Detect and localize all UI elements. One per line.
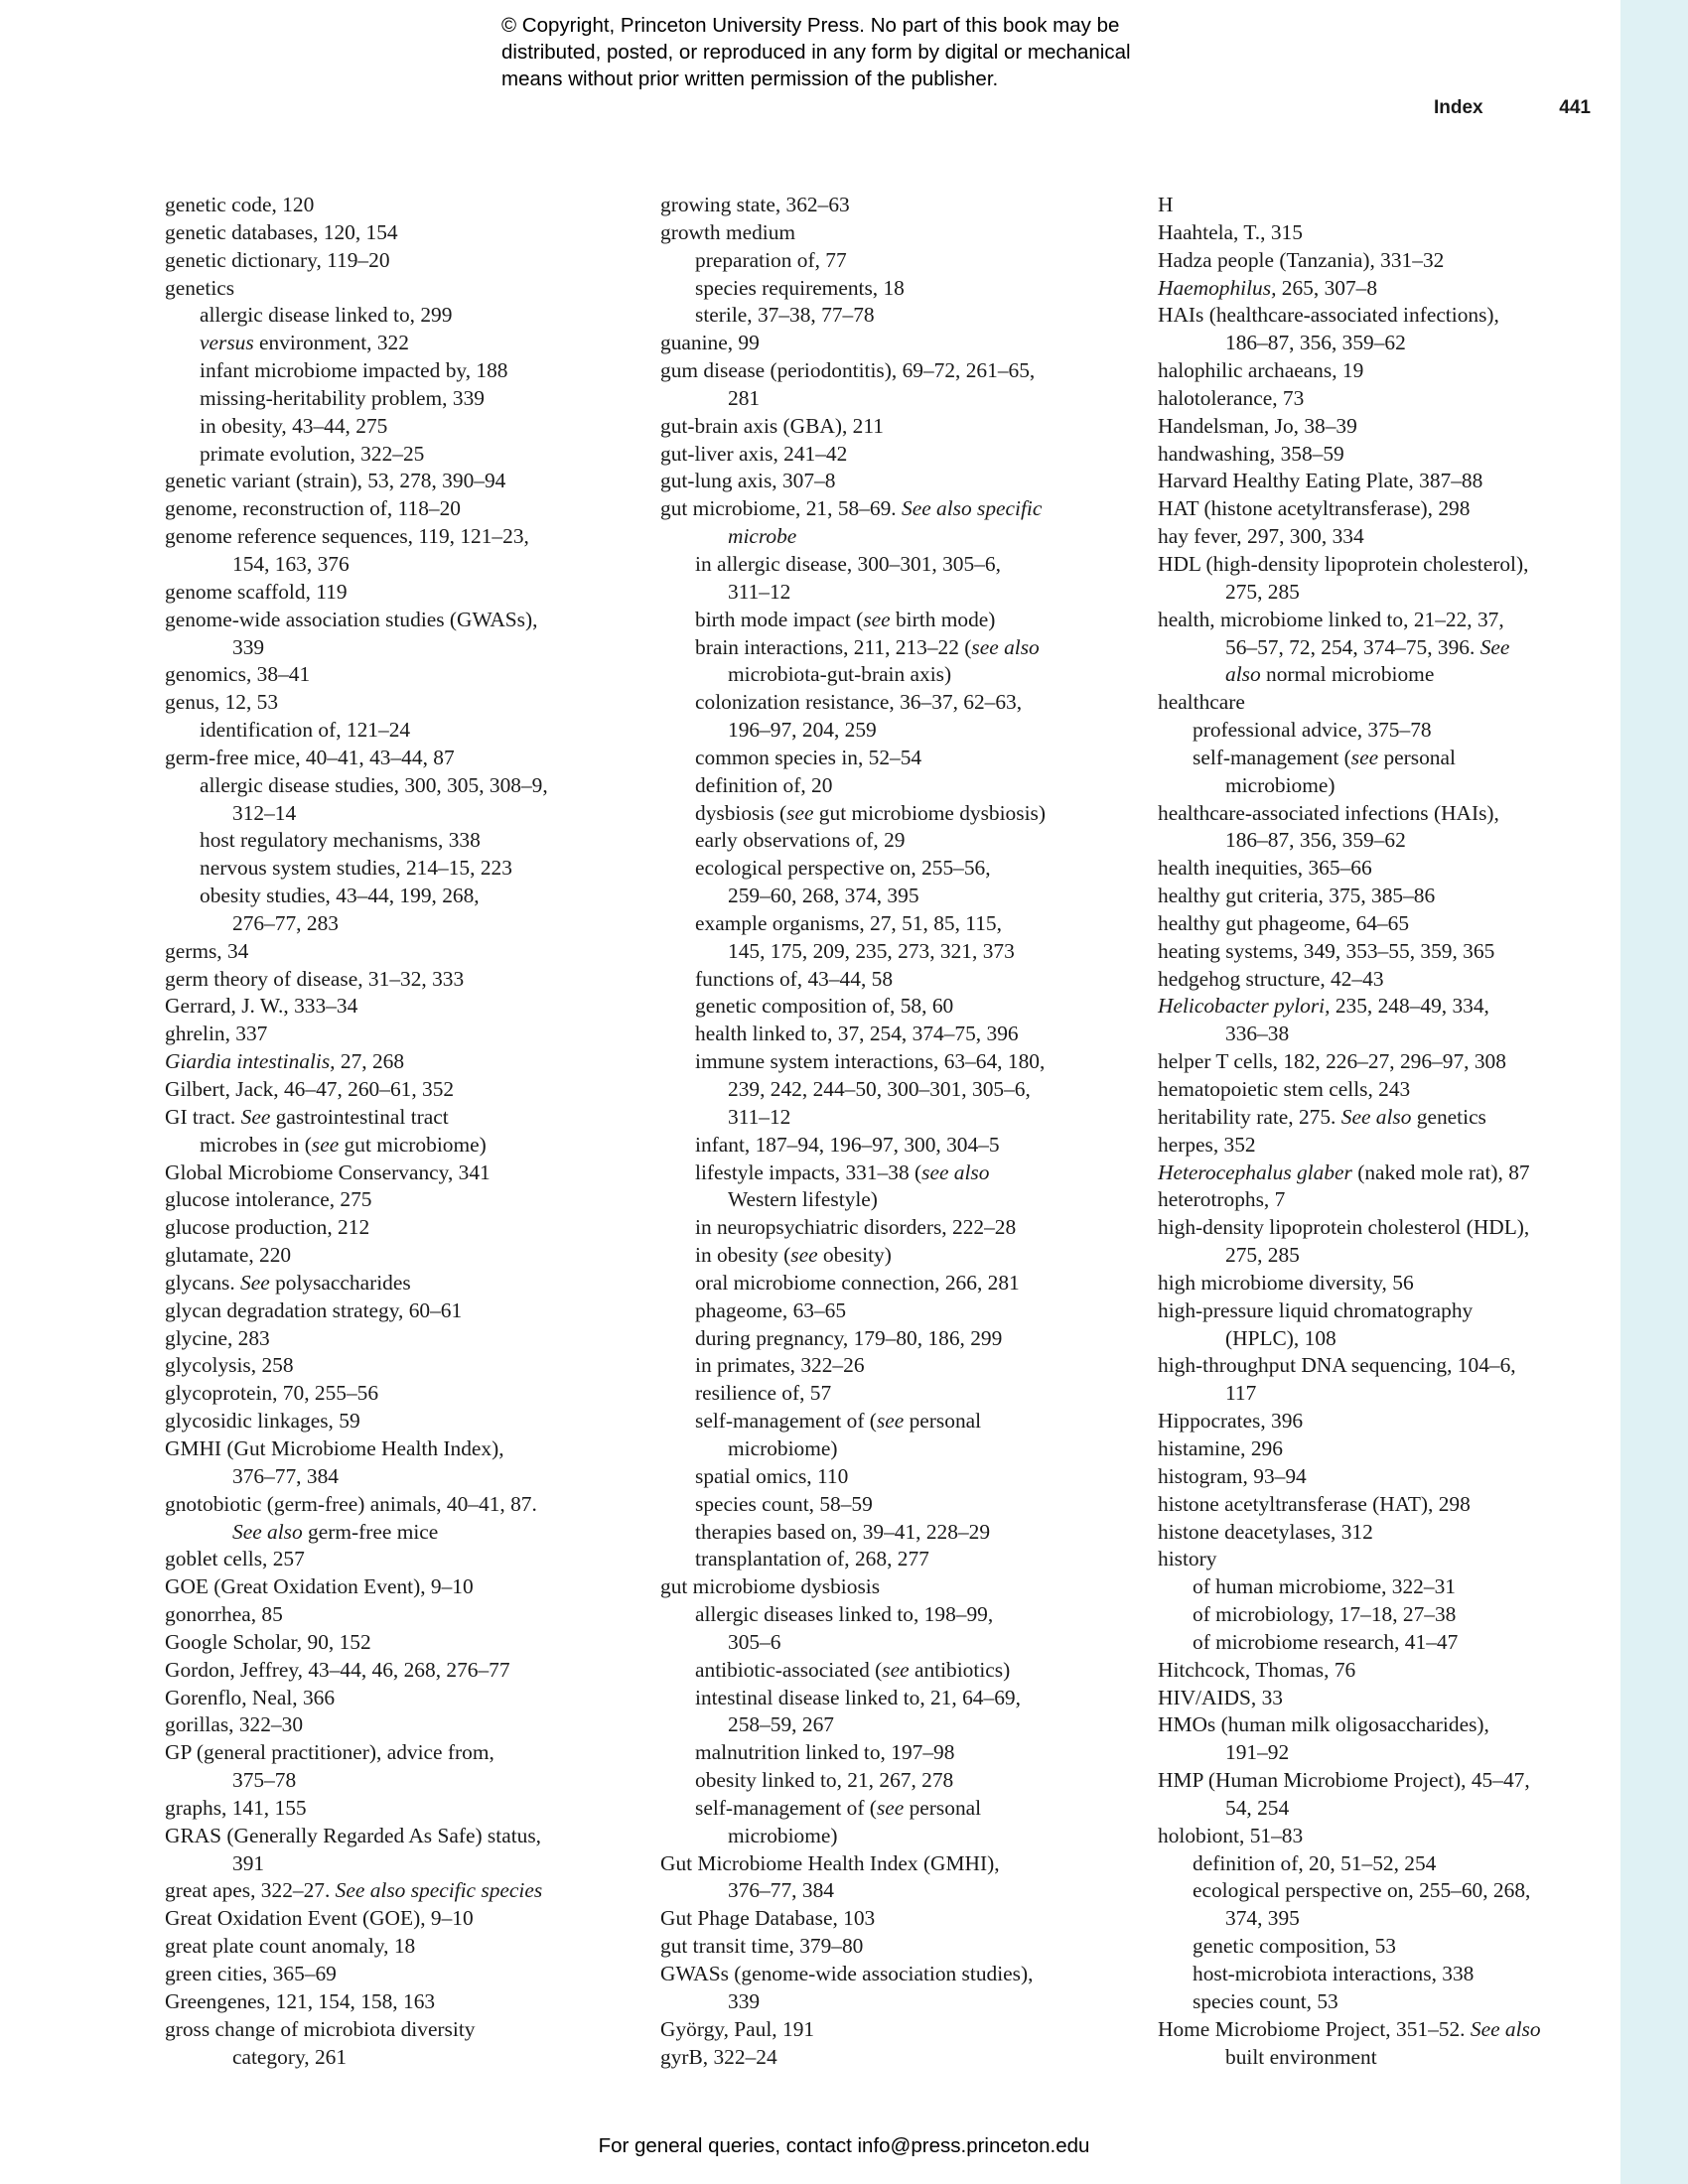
section-title: Index xyxy=(1434,97,1483,118)
index-subentry: in obesity, 43–44, 275 xyxy=(200,413,388,438)
index-continuation: microbiota-gut-brain axis) xyxy=(728,662,952,687)
index-continuation: microbiome) xyxy=(728,1435,838,1460)
index-continuation: 376–77, 384 xyxy=(728,1878,834,1903)
index-continuation: 311–12 xyxy=(728,579,791,604)
index-entry: GOE (Great Oxidation Event), 9–10 xyxy=(165,1574,474,1599)
index-entry: germ theory of disease, 31–32, 333 xyxy=(165,966,465,991)
index-entry: genome-wide association studies (GWASs), xyxy=(165,607,538,631)
index-entry: Giardia intestinalis, 27, 268 xyxy=(165,1049,405,1074)
index-continuation: category, 261 xyxy=(232,2044,348,2069)
index-continuation: 258–59, 267 xyxy=(728,1712,834,1737)
index-entry: handwashing, 358–59 xyxy=(1158,441,1344,466)
index-entry: gut transit time, 379–80 xyxy=(660,1934,864,1959)
index-subentry: in allergic disease, 300–301, 305–6, xyxy=(695,551,1001,576)
index-entry: Hadza people (Tanzania), 331–32 xyxy=(1158,247,1445,272)
index-entry: gut-brain axis (GBA), 211 xyxy=(660,413,884,438)
index-subentry: example organisms, 27, 51, 85, 115, xyxy=(695,910,1002,935)
index-subentry: sterile, 37–38, 77–78 xyxy=(695,303,875,328)
index-subentry: infant, 187–94, 196–97, 300, 304–5 xyxy=(695,1132,1000,1157)
index-entry: Helicobacter pylori, 235, 248–49, 334, xyxy=(1158,994,1489,1019)
index-entry: gorillas, 322–30 xyxy=(165,1712,304,1737)
index-entry: gross change of microbiota diversity xyxy=(165,2016,476,2041)
index-continuation: 275, 285 xyxy=(1225,1243,1300,1268)
index-subentry: ecological perspective on, 255–56, xyxy=(695,856,991,881)
side-margin-strip xyxy=(1620,0,1688,2184)
index-entry: heterotrophs, 7 xyxy=(1158,1187,1286,1212)
index-entry: high microbiome diversity, 56 xyxy=(1158,1270,1414,1295)
index-continuation: 311–12 xyxy=(728,1104,791,1129)
index-entry: Home Microbiome Project, 351–52. See also xyxy=(1158,2016,1541,2041)
index-entry: hay fever, 297, 300, 334 xyxy=(1158,524,1364,549)
index-continuation: 54, 254 xyxy=(1225,1795,1290,1820)
index-subentry: identification of, 121–24 xyxy=(200,718,411,743)
index-subentry: colonization resistance, 36–37, 62–63, xyxy=(695,690,1023,715)
index-entry: gnotobiotic (germ-free) animals, 40–41, 87. xyxy=(165,1491,537,1516)
index-continuation: 375–78 xyxy=(232,1768,297,1793)
index-subentry: genetic composition, 53 xyxy=(1193,1934,1396,1959)
index-entry: history xyxy=(1158,1547,1217,1571)
index-continuation: 186–87, 356, 359–62 xyxy=(1225,331,1406,355)
index-entry: glycolysis, 258 xyxy=(165,1353,294,1378)
index-entry: HMOs (human milk oligosaccharides), xyxy=(1158,1712,1489,1737)
index-entry: histone deacetylases, 312 xyxy=(1158,1519,1373,1544)
index-entry: Harvard Healthy Eating Plate, 387–88 xyxy=(1158,469,1483,493)
index-subentry: lifestyle impacts, 331–38 (see also xyxy=(695,1160,990,1184)
index-subentry: self-management of (see personal xyxy=(695,1795,982,1820)
index-entry: guanine, 99 xyxy=(660,331,760,355)
index-subentry: obesity linked to, 21, 267, 278 xyxy=(695,1768,954,1793)
index-subentry: species requirements, 18 xyxy=(695,275,905,300)
index-continuation: 259–60, 268, 374, 395 xyxy=(728,884,919,908)
index-entry: growing state, 362–63 xyxy=(660,193,850,216)
index-continuation: 339 xyxy=(728,1988,761,2013)
index-subentry: early observations of, 29 xyxy=(695,828,906,853)
index-entry: Handelsman, Jo, 38–39 xyxy=(1158,413,1357,438)
index-subentry: malnutrition linked to, 197–98 xyxy=(695,1740,955,1765)
index-subentry: functions of, 43–44, 58 xyxy=(695,966,894,991)
index-entry: GWASs (genome-wide association studies), xyxy=(660,1962,1034,1985)
index-continuation: 196–97, 204, 259 xyxy=(728,718,877,743)
index-subentry: allergic disease studies, 300, 305, 308–9, xyxy=(200,772,548,797)
index-entry: genome, reconstruction of, 118–20 xyxy=(165,496,462,521)
index-entry: GRAS (Generally Regarded As Safe) status, xyxy=(165,1823,542,1847)
index-subentry: during pregnancy, 179–80, 186, 299 xyxy=(695,1325,1003,1350)
index-continuation: 191–92 xyxy=(1225,1740,1290,1765)
index-entry: great apes, 322–27. See also specific species xyxy=(165,1878,543,1903)
index-continuation: 305–6 xyxy=(728,1629,781,1654)
index-continuation: built environment xyxy=(1225,2044,1377,2069)
index-entry: ghrelin, 337 xyxy=(165,1022,268,1046)
index-entry: germ-free mice, 40–41, 43–44, 87 xyxy=(165,745,455,769)
index-entry: HMP (Human Microbiome Project), 45–47, xyxy=(1158,1768,1530,1793)
index-subentry: primate evolution, 322–25 xyxy=(200,441,425,466)
index-continuation: 186–87, 356, 359–62 xyxy=(1225,828,1406,853)
index-entry: Greengenes, 121, 154, 158, 163 xyxy=(165,1988,436,2013)
index-entry: growth medium xyxy=(660,219,796,244)
index-continuation: 312–14 xyxy=(232,800,297,825)
index-entry: heritability rate, 275. See also genetics xyxy=(1158,1104,1486,1129)
index-entry: graphs, 141, 155 xyxy=(165,1795,307,1820)
index-subentry: oral microbiome connection, 266, 281 xyxy=(695,1270,1020,1295)
index-entry: genus, 12, 53 xyxy=(165,690,279,715)
index-column-1 xyxy=(165,192,641,2071)
index-entry: helper T cells, 182, 226–27, 296–97, 308 xyxy=(1158,1049,1506,1074)
index-continuation: Western lifestyle) xyxy=(728,1187,878,1212)
index-entry: goblet cells, 257 xyxy=(165,1547,305,1571)
index-entry: genetic code, 120 xyxy=(165,193,315,216)
index-subentry: dysbiosis (see gut microbiome dysbiosis) xyxy=(695,800,1046,825)
index-entry: healthcare xyxy=(1158,690,1245,715)
index-entry: genetics xyxy=(165,275,235,300)
index-subentry: of microbiome research, 41–47 xyxy=(1193,1629,1459,1654)
index-entry: H xyxy=(1158,193,1174,216)
copyright-notice xyxy=(501,12,1256,92)
index-entry: genetic variant (strain), 53, 278, 390–94 xyxy=(165,469,506,493)
index-entry: glucose intolerance, 275 xyxy=(165,1187,372,1212)
index-entry: GP (general practitioner), advice from, xyxy=(165,1740,494,1765)
index-entry: green cities, 365–69 xyxy=(165,1962,337,1985)
index-continuation: See also germ-free mice xyxy=(232,1519,439,1544)
index-entry: healthcare-associated infections (HAIs), xyxy=(1158,800,1499,825)
index-entry: herpes, 352 xyxy=(1158,1132,1256,1157)
index-subentry: versus environment, 322 xyxy=(200,331,409,355)
index-subentry: self-management (see personal xyxy=(1193,745,1456,769)
index-entry: Gut Phage Database, 103 xyxy=(660,1906,876,1931)
index-subentry: self-management of (see personal xyxy=(695,1409,982,1433)
index-continuation: 56–57, 72, 254, 374–75, 396. See xyxy=(1225,634,1510,659)
index-entry: gut-lung axis, 307–8 xyxy=(660,469,836,493)
index-subentry: of microbiology, 17–18, 27–38 xyxy=(1193,1602,1457,1627)
index-entry: hedgehog structure, 42–43 xyxy=(1158,966,1384,991)
index-entry: health inequities, 365–66 xyxy=(1158,856,1372,881)
index-subentry: professional advice, 375–78 xyxy=(1193,718,1432,743)
index-entry: holobiont, 51–83 xyxy=(1158,1823,1304,1847)
index-entry: glycan degradation strategy, 60–61 xyxy=(165,1297,463,1322)
index-entry: gut-liver axis, 241–42 xyxy=(660,441,848,466)
index-entry: Heterocephalus glaber (naked mole rat), 87 xyxy=(1158,1160,1530,1184)
index-entry: glutamate, 220 xyxy=(165,1243,292,1268)
index-subentry: birth mode impact (see birth mode) xyxy=(695,607,996,631)
index-entry: HIV/AIDS, 33 xyxy=(1158,1685,1283,1709)
index-continuation: also normal microbiome xyxy=(1225,662,1435,687)
index-entry: glucose production, 212 xyxy=(165,1215,370,1240)
index-entry: GMHI (Gut Microbiome Health Index), xyxy=(165,1435,504,1460)
index-continuation: microbiome) xyxy=(1225,772,1336,797)
index-entry: glycine, 283 xyxy=(165,1325,270,1350)
index-subentry: of human microbiome, 322–31 xyxy=(1193,1574,1456,1599)
index-entry: histamine, 296 xyxy=(1158,1435,1283,1460)
index-entry: gyrB, 322–24 xyxy=(660,2044,777,2069)
index-subentry: health linked to, 37, 254, 374–75, 396 xyxy=(695,1022,1019,1046)
index-entry: GI tract. See gastrointestinal tract xyxy=(165,1104,449,1129)
index-continuation: 339 xyxy=(232,634,265,659)
index-continuation: 336–38 xyxy=(1225,1022,1290,1046)
index-entry: Gorenflo, Neal, 366 xyxy=(165,1685,336,1709)
index-entry: György, Paul, 191 xyxy=(660,2016,815,2041)
index-continuation: 145, 175, 209, 235, 273, 321, 373 xyxy=(728,938,1015,963)
index-continuation: 154, 163, 376 xyxy=(232,551,350,576)
index-continuation: 376–77, 384 xyxy=(232,1463,339,1488)
index-subentry: in primates, 322–26 xyxy=(695,1353,865,1378)
index-subentry: transplantation of, 268, 277 xyxy=(695,1547,929,1571)
index-subentry: resilience of, 57 xyxy=(695,1381,832,1406)
index-entry: histogram, 93–94 xyxy=(1158,1463,1307,1488)
index-entry: HAIs (healthcare-associated infections), xyxy=(1158,303,1499,328)
index-continuation: (HPLC), 108 xyxy=(1225,1325,1336,1350)
index-entry: Global Microbiome Conservancy, 341 xyxy=(165,1160,491,1184)
index-subentry: intestinal disease linked to, 21, 64–69, xyxy=(695,1685,1021,1709)
index-subentry: preparation of, 77 xyxy=(695,247,847,272)
index-continuation: microbiome) xyxy=(728,1823,838,1847)
copyright-line: © Copyright, Princeton University Press. No part of this book may be xyxy=(501,14,1120,37)
index-subentry: in neuropsychiatric disorders, 222–28 xyxy=(695,1215,1017,1240)
index-continuation: microbe xyxy=(728,524,797,549)
index-subentry: ecological perspective on, 255–60, 268, xyxy=(1193,1878,1531,1903)
index-subentry: obesity studies, 43–44, 199, 268, xyxy=(200,884,480,908)
index-subentry: species count, 53 xyxy=(1193,1988,1338,2013)
index-entry: genome scaffold, 119 xyxy=(165,579,348,604)
index-entry: glycosidic linkages, 59 xyxy=(165,1409,360,1433)
index-entry: gonorrhea, 85 xyxy=(165,1602,283,1627)
index-subentry: infant microbiome impacted by, 188 xyxy=(200,358,508,383)
index-subentry: definition of, 20 xyxy=(695,772,833,797)
index-entry: HDL (high-density lipoprotein cholesterol), xyxy=(1158,551,1529,576)
copyright-line: distributed, posted, or reproduced in any form by digital or mechanical xyxy=(501,41,1131,64)
index-entry: gum disease (periodontitis), 69–72, 261–65, xyxy=(660,358,1036,383)
index-continuation: 239, 242, 244–50, 300–301, 305–6, xyxy=(728,1077,1031,1101)
index-entry: Gut Microbiome Health Index (GMHI), xyxy=(660,1850,1000,1875)
index-continuation: 281 xyxy=(728,385,761,410)
index-entry: genome reference sequences, 119, 121–23, xyxy=(165,524,529,549)
index-entry: Gordon, Jeffrey, 43–44, 46, 268, 276–77 xyxy=(165,1657,510,1682)
index-subentry: species count, 58–59 xyxy=(695,1491,873,1516)
index-subentry: common species in, 52–54 xyxy=(695,745,922,769)
index-continuation: 276–77, 283 xyxy=(232,910,339,935)
index-entry: genetic databases, 120, 154 xyxy=(165,219,398,244)
index-entry: high-throughput DNA sequencing, 104–6, xyxy=(1158,1353,1516,1378)
index-entry: Great Oxidation Event (GOE), 9–10 xyxy=(165,1906,474,1931)
index-column-3 xyxy=(1158,192,1603,2071)
index-continuation: 391 xyxy=(232,1850,265,1875)
index-entry: Google Scholar, 90, 152 xyxy=(165,1629,371,1654)
index-continuation: 374, 395 xyxy=(1225,1906,1300,1931)
index-entry: gut microbiome, 21, 58–69. See also specific xyxy=(660,496,1043,521)
index-subentry: allergic disease linked to, 299 xyxy=(200,303,453,328)
index-entry: germs, 34 xyxy=(165,938,249,963)
index-subentry: phageome, 63–65 xyxy=(695,1297,847,1322)
copyright-line: means without prior written permission of the publisher. xyxy=(501,68,999,90)
index-subentry: in obesity (see obesity) xyxy=(695,1243,892,1268)
index-entry: Haemophilus, 265, 307–8 xyxy=(1158,275,1378,300)
index-subentry: definition of, 20, 51–52, 254 xyxy=(1193,1850,1437,1875)
index-entry: glycoprotein, 70, 255–56 xyxy=(165,1381,379,1406)
footer-contact: For general queries, contact info@press.princeton.edu xyxy=(598,2134,1090,2157)
index-subentry: brain interactions, 211, 213–22 (see also xyxy=(695,634,1040,659)
index-subentry: nervous system studies, 214–15, 223 xyxy=(200,856,512,881)
index-subentry: host-microbiota interactions, 338 xyxy=(1193,1962,1475,1985)
index-entry: halophilic archaeans, 19 xyxy=(1158,358,1364,383)
index-entry: HAT (histone acetyltransferase), 298 xyxy=(1158,496,1471,521)
index-entry: Gerrard, J. W., 333–34 xyxy=(165,994,358,1019)
index-entry: glycans. See polysaccharides xyxy=(165,1270,411,1295)
index-subentry: missing-heritability problem, 339 xyxy=(200,385,485,410)
index-entry: high-density lipoprotein cholesterol (HDL), xyxy=(1158,1215,1530,1240)
index-subentry: spatial omics, 110 xyxy=(695,1463,849,1488)
index-subentry: host regulatory mechanisms, 338 xyxy=(200,828,481,853)
index-entry: high-pressure liquid chromatography xyxy=(1158,1297,1474,1322)
index-entry: histone acetyltransferase (HAT), 298 xyxy=(1158,1491,1471,1516)
index-entry: healthy gut criteria, 375, 385–86 xyxy=(1158,884,1436,908)
index-entry: genetic dictionary, 119–20 xyxy=(165,247,390,272)
index-entry: gut microbiome dysbiosis xyxy=(660,1574,881,1599)
index-entry: Hippocrates, 396 xyxy=(1158,1409,1304,1433)
index-subentry: therapies based on, 39–41, 228–29 xyxy=(695,1519,991,1544)
index-subentry: antibiotic-associated (see antibiotics) xyxy=(695,1657,1011,1682)
index-entry: health, microbiome linked to, 21–22, 37, xyxy=(1158,607,1504,631)
index-entry: Haahtela, T., 315 xyxy=(1158,219,1303,244)
index-subentry: allergic diseases linked to, 198–99, xyxy=(695,1602,994,1627)
index-entry: hematopoietic stem cells, 243 xyxy=(1158,1077,1411,1101)
index-continuation: 275, 285 xyxy=(1225,579,1300,604)
index-entry: great plate count anomaly, 18 xyxy=(165,1934,416,1959)
index-entry: genomics, 38–41 xyxy=(165,662,311,687)
index-subentry: genetic composition of, 58, 60 xyxy=(695,994,954,1019)
index-subentry: immune system interactions, 63–64, 180, xyxy=(695,1049,1046,1074)
index-entry: Gilbert, Jack, 46–47, 260–61, 352 xyxy=(165,1077,455,1101)
index-column-2 xyxy=(660,192,1137,2071)
index-entry: healthy gut phageome, 64–65 xyxy=(1158,910,1410,935)
index-entry: halotolerance, 73 xyxy=(1158,385,1305,410)
index-entry: Hitchcock, Thomas, 76 xyxy=(1158,1657,1356,1682)
page-number: 441 xyxy=(1559,97,1591,118)
index-entry: heating systems, 349, 353–55, 359, 365 xyxy=(1158,938,1495,963)
index-subentry: microbes in (see gut microbiome) xyxy=(200,1132,487,1157)
index-continuation: 117 xyxy=(1225,1381,1257,1406)
